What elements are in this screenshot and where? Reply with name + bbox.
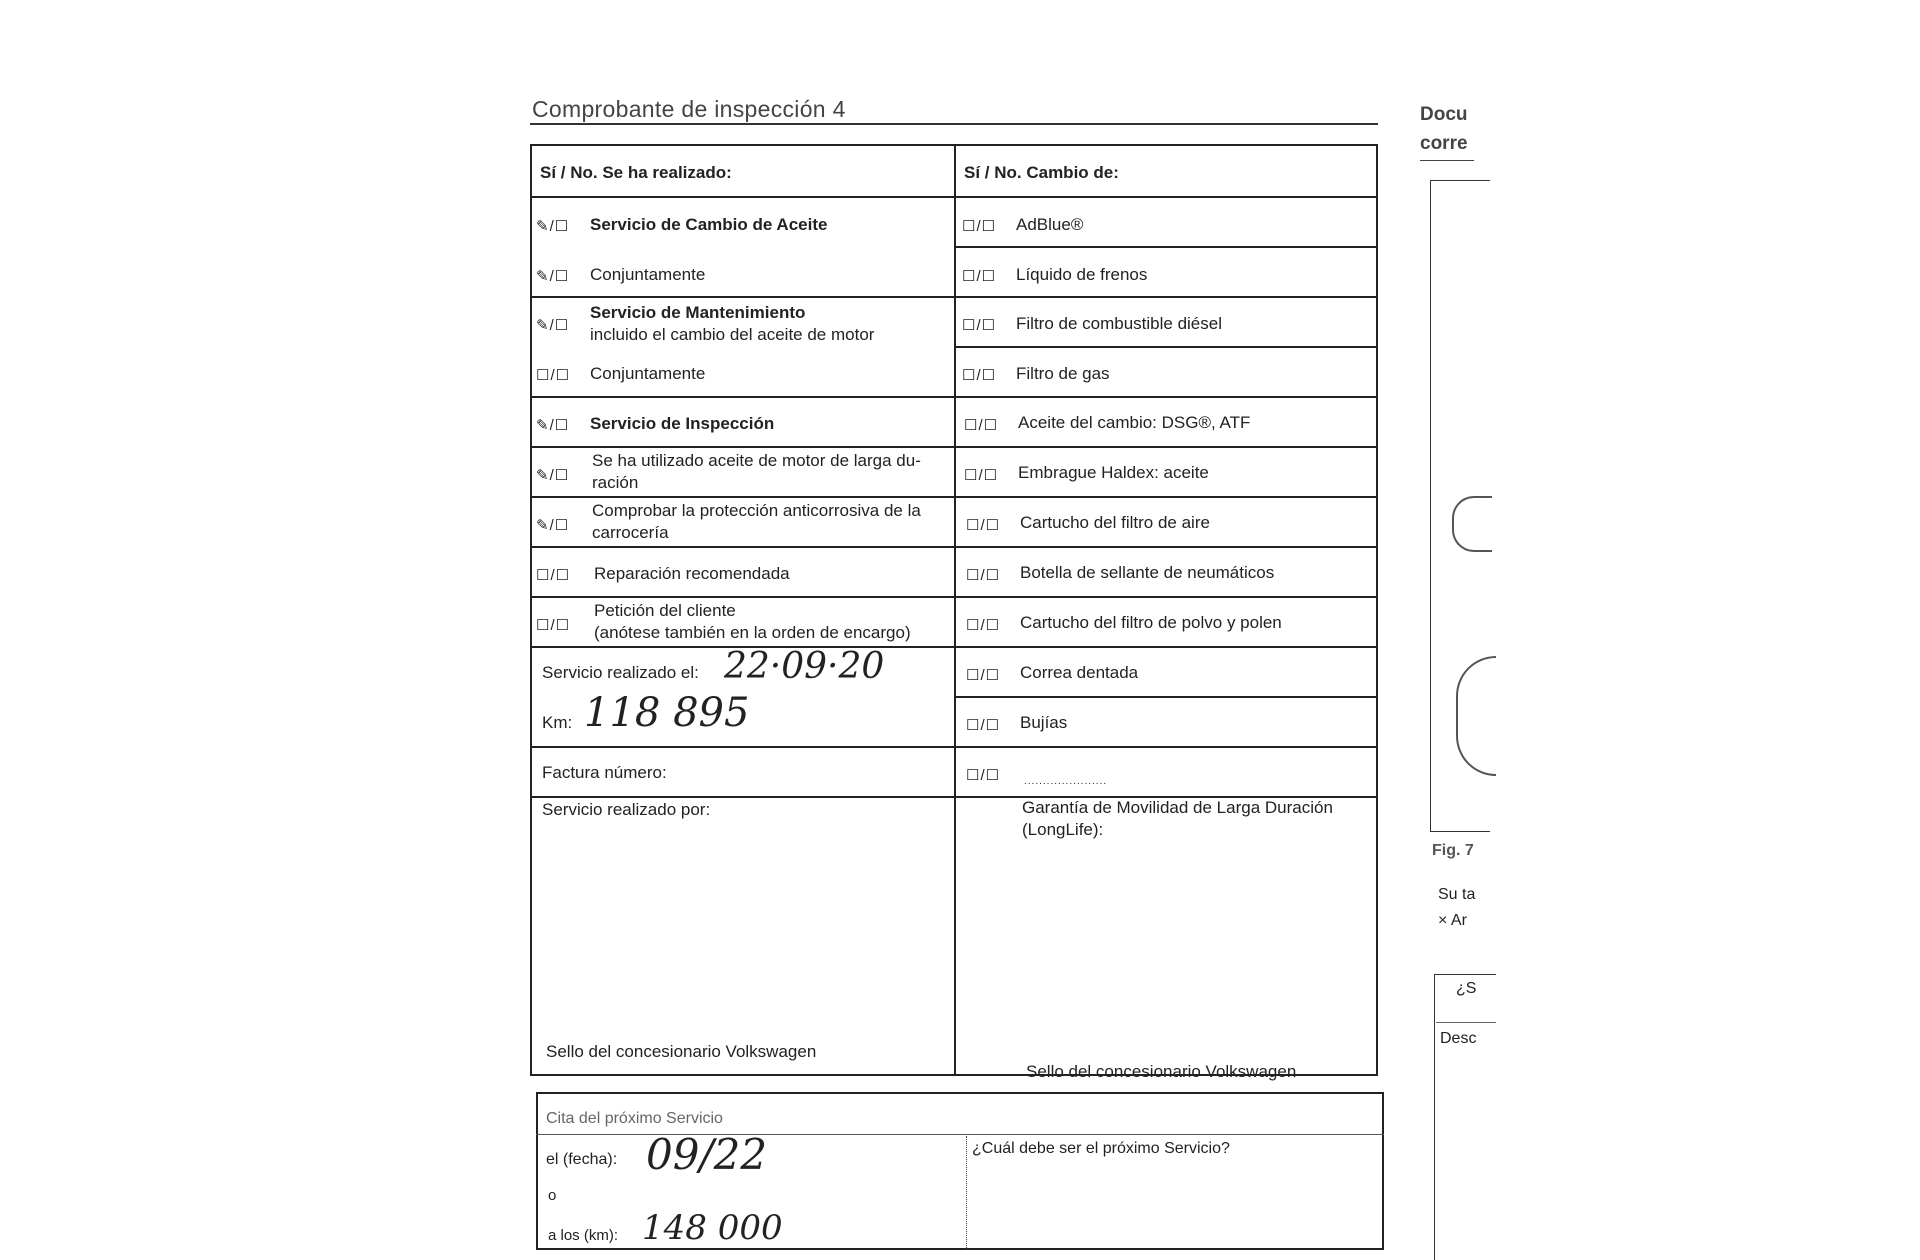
invoice-label: Factura número: [542,763,667,782]
checkbox-pair[interactable]: ☐/☐ [966,617,1001,634]
checkbox-pair[interactable]: ☐/☐ [966,717,1001,734]
item-label: Servicio de Cambio de Aceite [590,215,828,234]
side-text-2: × Ar [1438,912,1467,929]
next-date-label: el (fecha): [546,1151,618,1168]
item-label: Filtro de gas [1016,364,1110,383]
left-rule [530,546,956,548]
right-rule [954,496,1378,498]
checkbox-pair[interactable]: ☐/☐ [536,567,571,584]
right-rule [954,646,1378,648]
left-rule [530,396,956,398]
item-label: Reparación recomendada [594,564,790,583]
side-heading-2: corre [1420,133,1468,154]
checkbox-pair[interactable]: ☐/☐ [964,467,999,484]
right-rule [954,546,1378,548]
checkbox-pair[interactable]: ☐/☐ [962,367,997,384]
right-rule [954,696,1378,698]
next-service-question: ¿Cuál debe ser el próximo Servicio? [972,1140,1230,1157]
checkbox-pair[interactable]: ✎/☐ [536,417,570,434]
service-date-label: Servicio realizado el: [542,663,699,682]
or-label: o [548,1187,557,1204]
item-label: Petición del cliente [594,601,736,620]
side-heading-1: Docu [1420,104,1468,125]
item-label: Servicio de Mantenimiento [590,303,806,322]
left-rule [530,296,956,298]
km-label: Km: [542,713,573,732]
item-label: Comprobar la protección anticorrosiva de la [592,501,921,520]
item-label: Correa dentada [1020,663,1139,682]
right-rule [954,246,1378,248]
checkbox-pair[interactable]: ✎/☐ [536,218,570,235]
service-date-handwritten: 22·09·20 [724,646,885,687]
left-rule [530,596,956,598]
checkbox-pair[interactable]: ✎/☐ [536,317,570,334]
guarantee-sublabel: (LongLife): [1022,820,1104,839]
checkbox-pair[interactable]: ☐/☐ [966,767,1001,784]
item-label: Embrague Haldex: aceite [1018,463,1209,482]
item-label: Aceite del cambio: DSG®, ATF [1018,413,1251,432]
checkbox-pair[interactable]: ✎/☐ [536,467,570,484]
right-rule [954,746,1378,748]
right-rule [954,596,1378,598]
left-rule [530,446,956,448]
right-rule [954,396,1378,398]
right-rule [954,446,1378,448]
next-date-handwritten: 09/22 [646,1130,768,1179]
item-label: Botella de sellante de neumáticos [1020,563,1275,582]
item-sublabel: (anótese también en la orden de encargo) [594,623,911,642]
next-service-title: Cita del próximo Servicio [546,1110,723,1127]
checkbox-pair[interactable]: ☐/☐ [962,268,997,285]
right-rule [954,196,1378,198]
checkbox-pair[interactable]: ☐/☐ [536,617,571,634]
next-service-divider [966,1136,968,1250]
item-sublabel: incluido el cambio del aceite de motor [590,325,875,344]
left-rule [530,796,956,798]
item-label: Se ha utilizado aceite de motor de larga du- [592,451,921,470]
checkbox-pair[interactable]: ✎/☐ [536,268,570,285]
side-figure-shape [1452,496,1492,552]
checkbox-pair[interactable]: ☐/☐ [536,367,571,384]
left-column-heading: Sí / No. Se ha realizado: [540,163,732,182]
next-km-label: a los (km): [548,1227,619,1244]
side-text-1: Su ta [1438,886,1476,903]
checkbox-pair[interactable]: ☐/☐ [966,667,1001,684]
blank-dotted-line: ...................... [1024,776,1108,787]
item-label: Cartucho del filtro de polvo y polen [1020,613,1282,632]
side-box-rule [1436,1022,1496,1023]
item-label: AdBlue® [1016,215,1084,234]
next-km-handwritten: 148 000 [642,1208,783,1248]
left-rule [530,196,956,198]
column-divider [954,144,956,1076]
guarantee-label: Garantía de Movilidad de Larga Duración [1022,798,1333,817]
right-rule [954,296,1378,298]
right-stamp-label: Sello del concesionario Volkswagen [1026,1062,1297,1081]
left-rule [530,496,956,498]
side-rule [1420,160,1474,161]
side-fig-label: Fig. 7 [1432,842,1474,859]
checkbox-pair[interactable]: ☐/☐ [964,417,999,434]
km-handwritten: 118 895 [584,690,750,736]
side-box [1434,974,1496,1260]
item-label: Cartucho del filtro de aire [1020,513,1210,532]
checkbox-pair[interactable]: ☐/☐ [966,567,1001,584]
left-stamp-label: Sello del concesionario Volkswagen [546,1042,817,1061]
checkbox-pair[interactable]: ☐/☐ [962,317,997,334]
side-box-title: ¿S [1456,980,1477,997]
side-box-text: Desc [1440,1030,1477,1047]
left-rule [530,746,956,748]
page-title: Comprobante de inspección 4 [532,96,846,122]
item-label: Filtro de combustible diésel [1016,314,1222,333]
item-sublabel: carrocería [592,523,669,542]
right-rule [954,346,1378,348]
title-rule [530,123,1378,125]
right-column-heading: Sí / No. Cambio de: [964,163,1119,182]
side-figure-circle [1456,656,1496,776]
item-label: Líquido de frenos [1016,265,1148,284]
item-label: Conjuntamente [590,364,706,383]
performed-by-label: Servicio realizado por: [542,800,711,819]
item-sublabel: ración [592,473,639,492]
checkbox-pair[interactable]: ☐/☐ [962,218,997,235]
item-label: Conjuntamente [590,265,706,284]
item-label: Servicio de Inspección [590,414,775,433]
checkbox-pair[interactable]: ✎/☐ [536,517,570,534]
item-label: Bujías [1020,713,1068,732]
checkbox-pair[interactable]: ☐/☐ [966,517,1001,534]
